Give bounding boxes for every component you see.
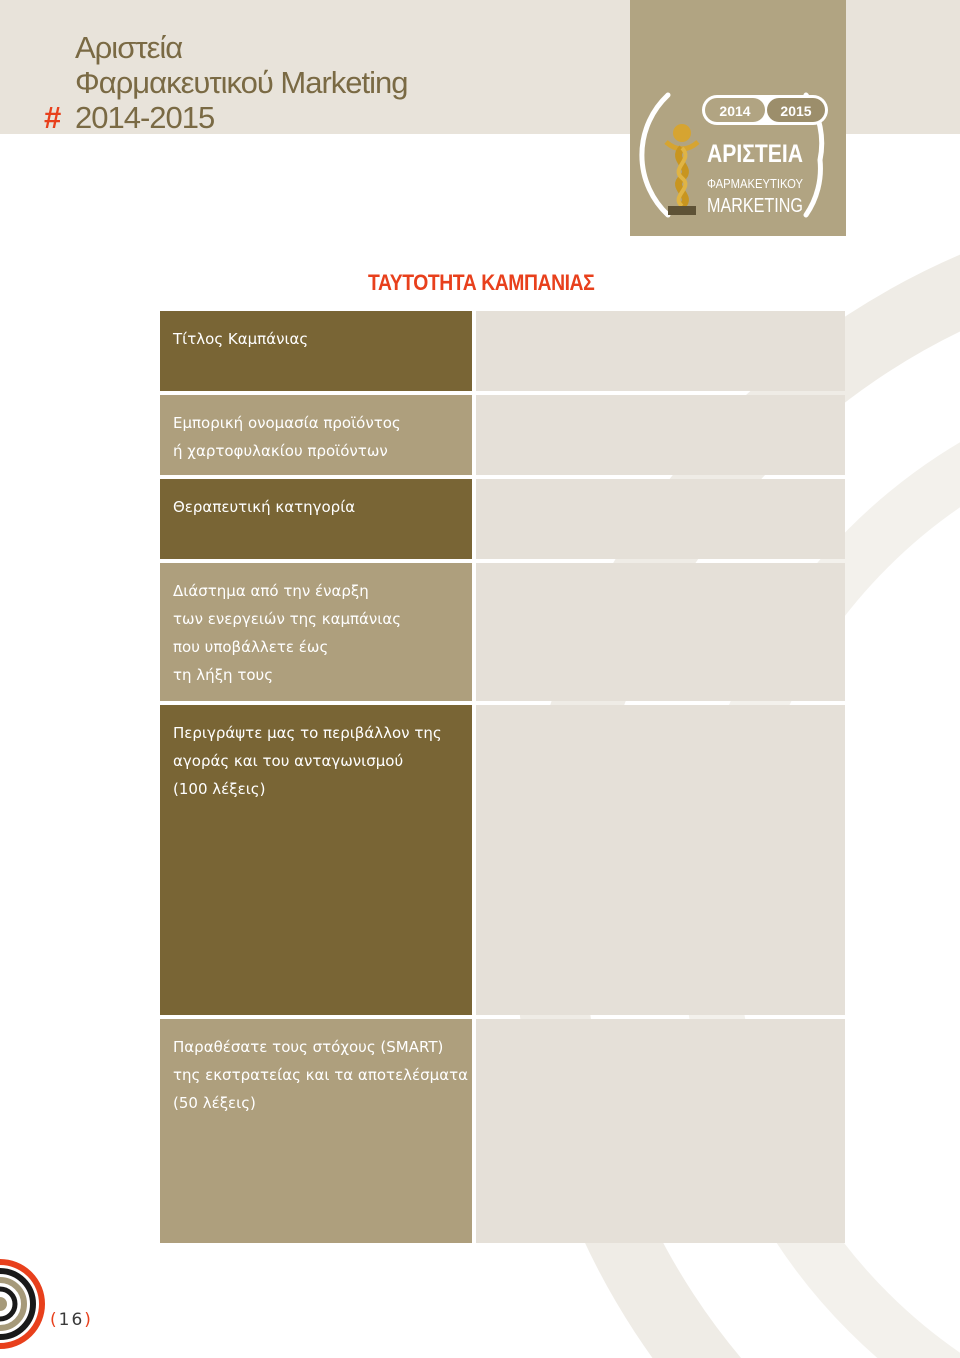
page-number-value: 16 <box>58 1310 85 1330</box>
row-label-line: ή χαρτοφυλακίου προϊόντων <box>173 442 388 460</box>
row-label-line: Τίτλος Καμπάνιας <box>173 330 309 348</box>
form-row-campaign-title <box>160 311 845 391</box>
brand-title <box>44 30 408 135</box>
brand-year: 2014-2015 <box>75 100 215 135</box>
logo-year-left: 2014 <box>719 103 751 119</box>
award-logo <box>630 0 846 236</box>
row-label-line: Εμπορική ονομασία προϊόντος <box>173 414 401 432</box>
row-label <box>160 705 472 1015</box>
product-name-field[interactable] <box>476 395 845 475</box>
logo-year-right: 2015 <box>780 103 812 119</box>
row-label <box>160 311 472 391</box>
row-label-line: της εκστρατείας και τα αποτελέσματα <box>173 1066 469 1084</box>
brand-line-1: Αριστεία <box>75 30 183 65</box>
logo-marketing: MARKETING <box>707 195 803 217</box>
form-row-market-environment <box>160 705 845 1015</box>
row-label-line: τη λήξη τους <box>173 666 274 684</box>
form-row-product-name <box>160 395 845 475</box>
row-label-line: Περιγράψτε μας το περιβάλλον της <box>173 724 442 742</box>
target-icon <box>0 1250 60 1358</box>
logo-subtitle: ΦΑΡΜΑΚΕΥΤΙΚΟΥ <box>707 176 804 191</box>
row-label <box>160 395 472 475</box>
row-label-line: Θεραπευτική κατηγορία <box>173 498 356 516</box>
hash-symbol: # <box>44 100 61 135</box>
form-row-therapeutic-category <box>160 479 845 559</box>
trophy-icon <box>666 124 698 215</box>
smart-goals-field[interactable] <box>476 1019 845 1243</box>
award-logo-panel <box>630 0 846 236</box>
row-label-line: των ενεργειών της καμπάνιας <box>173 610 402 628</box>
row-label <box>160 563 472 701</box>
campaign-title-field[interactable] <box>476 311 845 391</box>
row-label-line: (100 λέξεις) <box>173 780 266 798</box>
page-number <box>50 1310 93 1330</box>
row-label-line: Διάστημα από την έναρξη <box>173 582 369 600</box>
row-label-line: (50 λέξεις) <box>173 1094 256 1112</box>
form-row-campaign-period <box>160 563 845 701</box>
brand-line-2: Φαρμακευτικού Marketing <box>75 65 408 100</box>
page-number-open: ( <box>50 1310 59 1330</box>
row-label <box>160 479 472 559</box>
row-label-line: που υποβάλλετε έως <box>173 638 329 656</box>
form-row-smart-goals <box>160 1019 845 1243</box>
section-title: ΤΑΥΤΟΤΗΤΑ ΚΑΜΠΑΝΙΑΣ <box>368 270 595 295</box>
brand-year-line <box>44 100 408 135</box>
market-environment-field[interactable] <box>476 705 845 1015</box>
therapeutic-category-field[interactable] <box>476 479 845 559</box>
campaign-period-field[interactable] <box>476 563 845 701</box>
row-label-line: αγοράς και του ανταγωνισμού <box>173 752 404 770</box>
row-label-line: Παραθέσατε τους στόχους (SMART) <box>173 1038 444 1056</box>
logo-title: ΑΡΙΣΤΕΙΑ <box>707 140 803 168</box>
row-label <box>160 1019 472 1243</box>
page-number-close: ) <box>84 1310 93 1330</box>
